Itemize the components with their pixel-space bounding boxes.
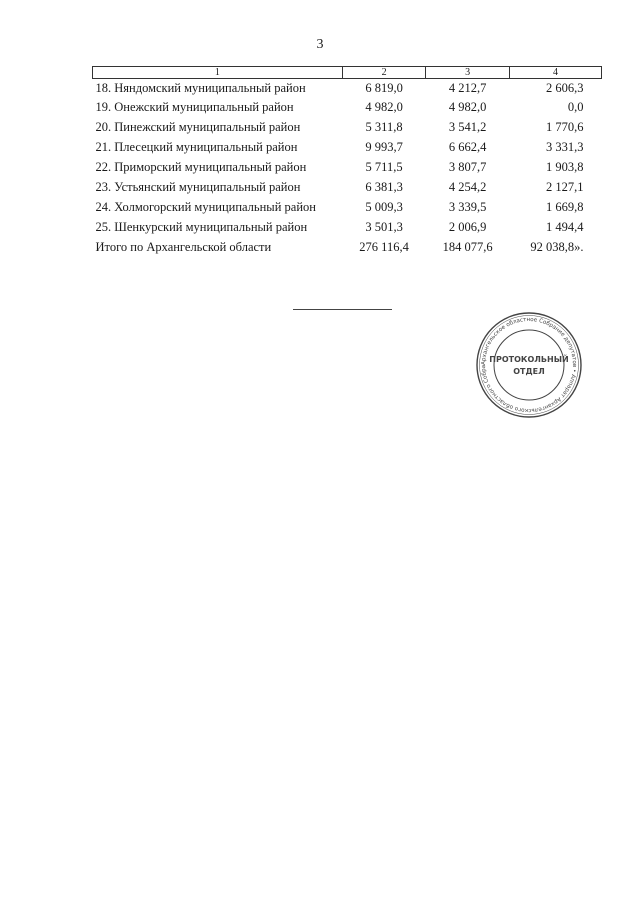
- protocol-department-stamp: [474, 310, 584, 420]
- cell-value: 6 819,0: [365, 80, 403, 95]
- cell-value: 2 606,3: [546, 80, 584, 95]
- table-row: [93, 197, 602, 217]
- table-row: [93, 117, 602, 137]
- district-name: 21. Плесецкий муниципальный район: [95, 139, 298, 154]
- table-header-row: [93, 67, 602, 79]
- district-name: 18. Няндомский муниципальный район: [95, 80, 306, 95]
- table-row: [93, 177, 602, 197]
- cell-value: 5 311,8: [365, 119, 403, 134]
- district-name: 20. Пинежский муниципальный район: [95, 119, 301, 134]
- page-number: 3: [316, 37, 324, 52]
- cell-value: 92 038,8».: [530, 239, 584, 254]
- table-total-row: [93, 237, 602, 257]
- cell-value: 4 212,7: [448, 80, 487, 95]
- cell-value: 4 982,0: [365, 99, 403, 114]
- cell-value: 3 501,3: [365, 219, 403, 234]
- table-row: [93, 157, 602, 177]
- cell-value: 3 331,3: [546, 139, 584, 154]
- district-name: 19. Онежский муниципальный район: [95, 99, 294, 114]
- cell-value: 184 077,6: [442, 239, 493, 254]
- cell-value: 1 494,4: [546, 219, 584, 234]
- cell-value: 0,0: [567, 99, 584, 114]
- stamp-outer-ring: [477, 313, 581, 417]
- district-name: 23. Устьянский муниципальный район: [95, 179, 301, 194]
- stamp-inner-ring: [494, 330, 564, 400]
- cell-value: 6 662,4: [448, 139, 487, 154]
- cell-value: 3 807,7: [448, 159, 487, 174]
- stamp-center-line2: ОТДЕЛ: [513, 367, 545, 376]
- table-row: [93, 79, 602, 98]
- district-name: 22. Приморский муниципальный район: [95, 159, 307, 174]
- cell-value: 9 993,7: [365, 139, 403, 154]
- total-label: Итого по Архангельской области: [95, 239, 272, 254]
- cell-value: 4 982,0: [448, 99, 487, 114]
- column-header: 1: [93, 67, 343, 79]
- cell-value: 1 903,8: [546, 159, 584, 174]
- cell-value: 5 711,5: [365, 159, 403, 174]
- table-row: [93, 97, 602, 117]
- stamp-ring-text-path: Архангельское областное Собрание депутатов • Аппарат Архангельского областного Собра: [480, 316, 578, 414]
- column-header: 2: [342, 67, 426, 79]
- district-name: 25. Шенкурский муниципальный район: [95, 219, 308, 234]
- cell-value: 1 770,6: [546, 119, 584, 134]
- separator-line: [293, 309, 392, 310]
- table-row: [93, 217, 602, 237]
- data-table: [92, 66, 602, 257]
- table-row: [93, 137, 602, 157]
- cell-value: 3 541,2: [448, 119, 487, 134]
- cell-value: 2 006,9: [448, 219, 487, 234]
- cell-value: 1 669,8: [546, 199, 584, 214]
- district-name: 24. Холмогорский муниципальный район: [95, 199, 316, 214]
- cell-value: 3 339,5: [448, 199, 487, 214]
- cell-value: 5 009,3: [365, 199, 403, 214]
- column-header: 4: [509, 67, 601, 79]
- cell-value: 6 381,3: [365, 179, 403, 194]
- cell-value: 4 254,2: [448, 179, 487, 194]
- column-header: 3: [426, 67, 510, 79]
- cell-value: 276 116,4: [359, 239, 409, 254]
- stamp-center-line1: ПРОТОКОЛЬНЫЙ: [489, 355, 569, 364]
- cell-value: 2 127,1: [546, 179, 584, 194]
